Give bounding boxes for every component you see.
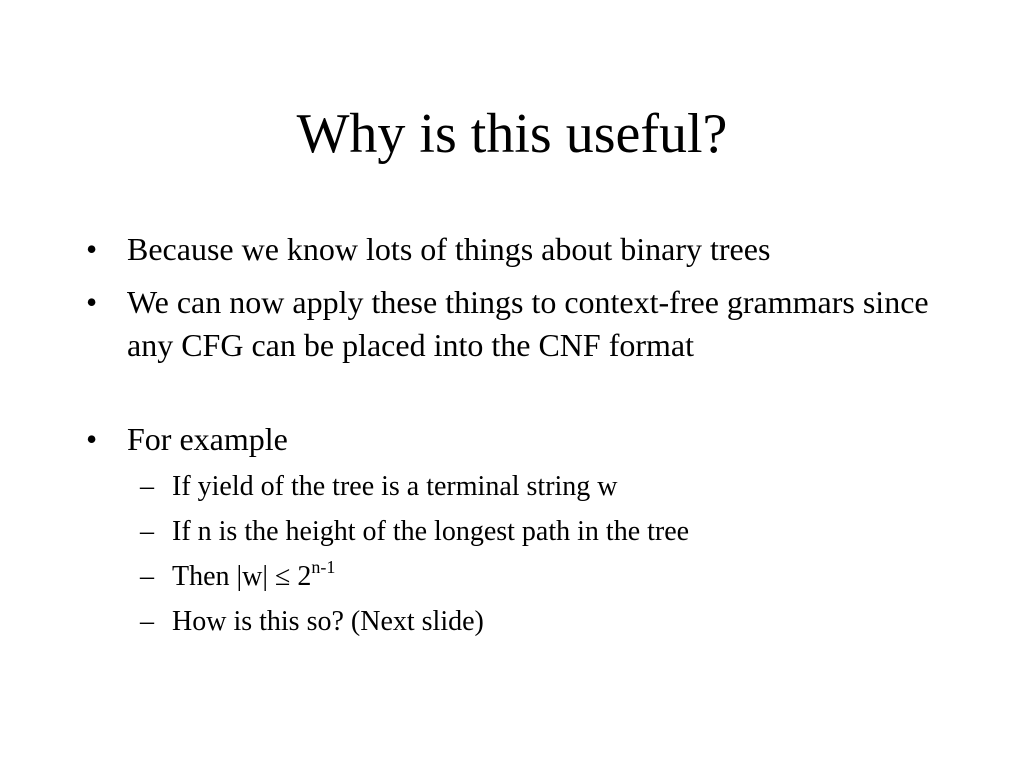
sub-bullet-item <box>140 515 960 549</box>
exponent: n-1 <box>311 557 336 577</box>
sub-bullet-text: Then |w| ≤ 2 <box>172 561 312 592</box>
sub-bullet-marker: – <box>140 561 154 592</box>
sub-bullet-marker: – <box>140 516 154 547</box>
sub-bullet-text: If yield of the tree is a terminal string w <box>172 471 618 502</box>
bullet-marker: • <box>86 231 98 267</box>
bullet-marker: • <box>86 284 98 320</box>
sub-bullet-marker: – <box>140 471 154 502</box>
sub-bullet-item <box>140 557 960 594</box>
sub-bullet-item <box>140 470 960 504</box>
bullet-text: We can now apply these things to context-free grammars since any CFG can be placed into the CNF format <box>127 284 929 363</box>
bullet-item <box>86 281 946 367</box>
sub-bullet-text: If n is the height of the longest path in the tree <box>172 516 690 547</box>
bullet-text: Because we know lots of things about binary trees <box>127 231 771 267</box>
bullet-item <box>86 418 946 461</box>
bullet-item <box>86 228 946 271</box>
sub-bullet-text-with-exponent <box>172 557 960 594</box>
sub-bullet-text: How is this so? (Next slide) <box>172 606 484 637</box>
bullet-marker: • <box>86 421 98 457</box>
sub-bullet-marker: – <box>140 606 154 637</box>
bullet-text: For example <box>127 421 288 457</box>
sub-bullet-item <box>140 605 960 639</box>
slide-title: Why is this useful? <box>296 103 728 165</box>
